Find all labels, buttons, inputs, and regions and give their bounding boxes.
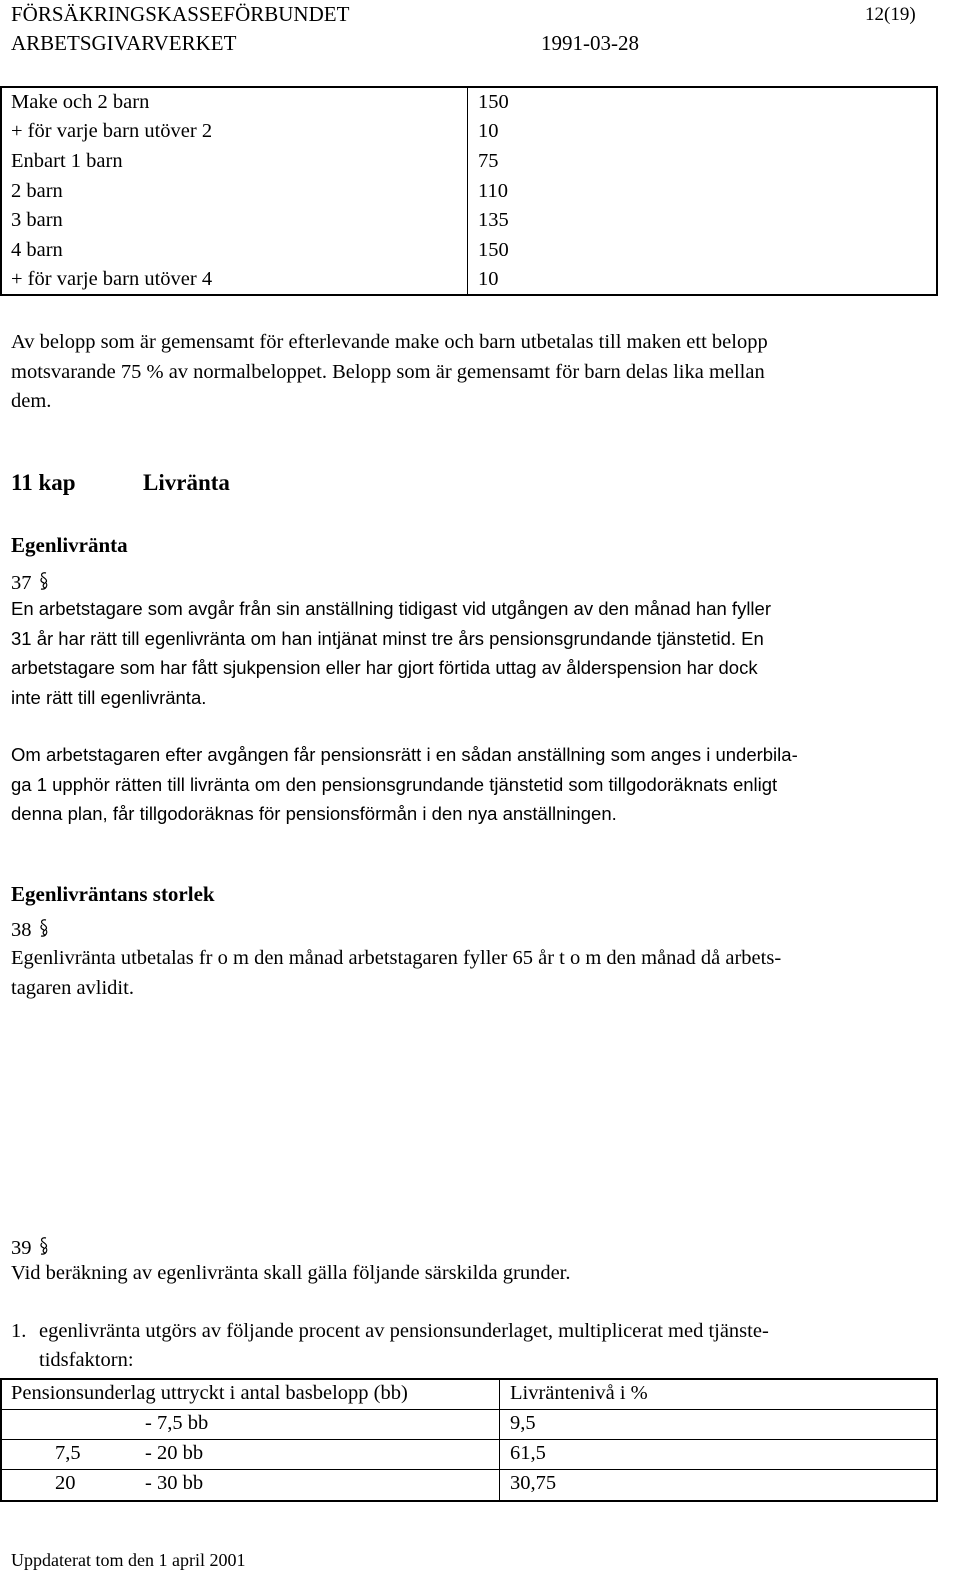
- row-label: Enbart 1 barn: [11, 150, 123, 172]
- paragraph-number: [11, 1234, 51, 1260]
- text-line: arbetstagare som har fått sjukpension eller har gjort förtida uttag av ålderspension har dock: [11, 657, 758, 678]
- table-row: [2, 91, 936, 121]
- row-value: 75: [478, 150, 499, 172]
- text-line: Egenlivränta utbetalas fr o m den månad arbetstagaren fyller 65 år t o m den månad då arbets-: [11, 947, 782, 969]
- cell-to: - 30 bb: [145, 1472, 204, 1494]
- footer-update-note: Uppdaterat tom den 1 april 2001: [11, 1550, 246, 1570]
- text-line: ga 1 upphör rätten till livränta om den pensionsgrundande tjänstetid som tillgodoräknats enligt: [11, 773, 778, 795]
- chapter-number: 11 kap: [11, 470, 76, 495]
- table-row: [2, 268, 936, 298]
- paragraph-number: [11, 569, 51, 595]
- paragraph-39-text: Vid beräkning av egenlivränta skall gälla följande särskilda grunder.: [11, 1262, 571, 1284]
- paragraph-38: [11, 944, 941, 1003]
- row-value: 135: [478, 209, 509, 231]
- paragraph-37-second: [11, 740, 941, 829]
- column-header: Pensionsunderlag uttryckt i antal basbelopp (bb): [11, 1382, 408, 1404]
- text-line: motsvarande 75 % av normalbeloppet. Belopp som är gemensamt för barn delas lika mellan: [11, 360, 765, 383]
- row-value: 10: [478, 268, 499, 290]
- cell-from: 20: [55, 1472, 76, 1494]
- list-item-text-line: tidsfaktorn:: [39, 1349, 134, 1371]
- column-header: Livräntenivå i %: [510, 1382, 648, 1404]
- paragraph-number: [11, 916, 51, 942]
- text-line: dem.: [11, 390, 52, 412]
- section-sign-icon: [37, 1234, 51, 1254]
- list-item-number: 1.: [11, 1320, 27, 1342]
- text-line: denna plan, får tillgodoräknas för pensionsförmån i den nya anställningen.: [11, 803, 617, 824]
- text-line: 31 år har rätt till egenlivränta om han intjänat minst tre års pensionsgrundande tjänstetid. En: [11, 627, 764, 649]
- table-divider: [2, 1469, 936, 1470]
- row-value: 150: [478, 239, 509, 261]
- text-line: inte rätt till egenlivränta.: [11, 686, 207, 708]
- text-line: Om arbetstagaren efter avgången får pensionsrätt i en sådan anställning som anges i underbila-: [11, 744, 798, 765]
- row-label: Make och 2 barn: [11, 91, 150, 113]
- section-sign-icon: [37, 916, 51, 936]
- row-label: + för varje barn utöver 4: [11, 268, 213, 290]
- chapter-title: Livränta: [143, 470, 230, 495]
- row-value: 150: [478, 91, 509, 113]
- table-row: [2, 239, 936, 269]
- table-divider: [2, 1439, 936, 1440]
- header-org2: ARBETSGIVARVERKET: [11, 31, 237, 55]
- paragraph-number-text: 38: [11, 919, 32, 941]
- pension-level-table: [0, 1378, 938, 1502]
- text-line: Av belopp som är gemensamt för efterlevande make och barn utbetalas till maken ett belopp: [11, 331, 768, 353]
- cell-to: - 7,5 bb: [145, 1412, 209, 1434]
- table-row: [2, 180, 936, 210]
- row-label: 4 barn: [11, 239, 63, 261]
- table-row: [2, 150, 936, 180]
- text-line: tagaren avlidit.: [11, 976, 134, 999]
- cell-level: 30,75: [510, 1472, 557, 1494]
- cell-level: 61,5: [510, 1442, 546, 1464]
- section-heading: Egenlivränta: [11, 533, 128, 557]
- header-date: 1991-03-28: [541, 31, 639, 55]
- section-heading: Egenlivräntans storlek: [11, 882, 215, 906]
- row-label: 2 barn: [11, 180, 63, 202]
- table-divider: [2, 1409, 936, 1410]
- header-org1: FÖRSÄKRINGSKASSEFÖRBUNDET: [11, 2, 350, 26]
- row-value: 110: [478, 180, 508, 202]
- table-divider: [499, 1380, 500, 1500]
- paragraph-number-text: 37: [11, 572, 32, 594]
- paragraph-shared-amount: [11, 328, 941, 417]
- family-amount-table: [0, 86, 938, 296]
- table-row: [2, 209, 936, 239]
- cell-to: - 20 bb: [145, 1442, 204, 1464]
- cell-from: 7,5: [55, 1442, 81, 1464]
- cell-level: 9,5: [510, 1412, 536, 1434]
- section-sign-icon: [37, 569, 51, 589]
- list-item-text-line: egenlivränta utgörs av följande procent av pensionsunderlaget, multiplicerat med tjänste-: [39, 1320, 769, 1342]
- text-line: En arbetstagare som avgår från sin anställning tidigast vid utgången av den månad han fyller: [11, 598, 771, 619]
- header-page-number: 12(19): [865, 4, 916, 25]
- paragraph-number-text: 39: [11, 1237, 32, 1259]
- row-value: 10: [478, 120, 499, 142]
- row-label: + för varje barn utöver 2: [11, 120, 213, 142]
- paragraph-37-first: [11, 594, 941, 712]
- table-row: [2, 120, 936, 150]
- row-label: 3 barn: [11, 209, 63, 231]
